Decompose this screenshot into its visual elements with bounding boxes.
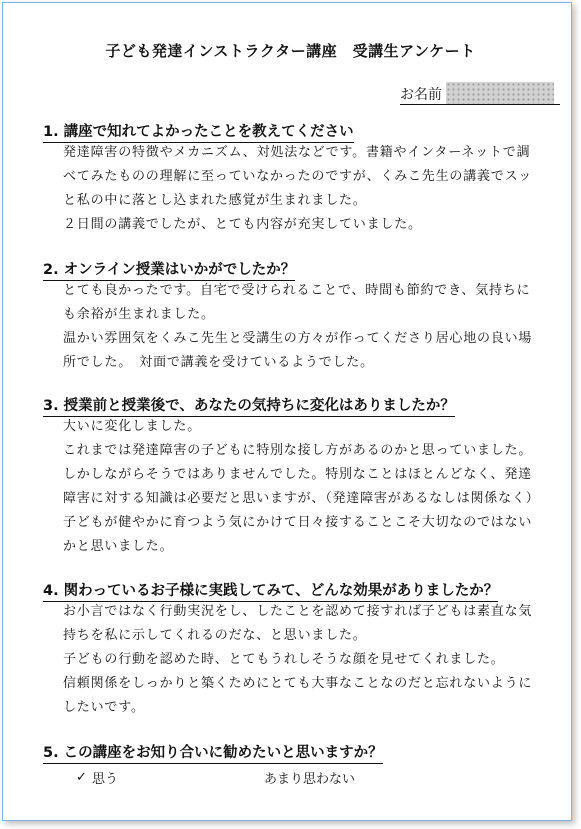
- answer-5-options: [76, 768, 355, 787]
- answer-paragraph: 温かい雰囲気をくみこ先生と受講生の方々が作ってくださり居心地の良い場所でした。 対面で講義を受けているようでした。: [63, 331, 533, 370]
- document-title: 子ども発達インストラクター講座 受講生アンケート: [105, 42, 476, 60]
- answer-paragraph: これまでは発達障害の子どもに特別な接し方があるのかと思っていました。しかしながらそうではありませんでした。特別なことはほとんどなく、発達障害に対する知識は必要だと思いますが、（発達障害があるなしは関係なく）子どもが健やかに育つよう気にかけて日々接することこそ大切なのではないかと思いました。: [63, 443, 540, 554]
- answer-2: [63, 279, 541, 375]
- answer-1: [63, 141, 541, 237]
- question-2-heading: 2. オンライン授業はいかがでしたか？: [43, 258, 295, 281]
- question-3-heading: 3. 授業前と授業後で、あなたの気持ちに変化はありましたか？: [43, 394, 455, 417]
- name-field: [400, 82, 554, 104]
- name-underline: [400, 104, 560, 105]
- checkmark-icon: ✓: [76, 770, 87, 785]
- answer-paragraph: 発達障害の特徴やメカニズム、対処法などです。書籍やインターネットで調べてみたものの理解に至っていなかったのですが、くみこ先生の講義でスッと私の中に落とし込まれた感覚が生まれました。: [63, 145, 533, 208]
- question-1-heading: 1. 講座で知れてよかったことを教えてください: [43, 120, 354, 143]
- answer-paragraph: 大いに変化しました。: [63, 419, 202, 434]
- option-yes: [76, 768, 118, 787]
- question-4-heading: 4. 関わっているお子様に実践してみて、どんな効果がありましたか？: [43, 579, 498, 602]
- answer-paragraph: 子どもの行動を認めた時、とてもうれしそうな顔を見せてくれました。: [63, 652, 505, 667]
- answer-3: [63, 415, 541, 559]
- redacted-name: [446, 82, 554, 104]
- option-no: [264, 768, 355, 787]
- option-no-label: あまり思わない: [264, 772, 356, 787]
- answer-paragraph: とても良かったです。自宅で受けられることで、時間も節約でき、気持ちにも余裕が生まれました。: [63, 283, 531, 322]
- option-yes-label: 思う: [92, 772, 119, 787]
- answer-paragraph: 信頼関係をしっかりと築くためにとても大事なことなのだと忘れないようにしたいです。: [63, 676, 533, 715]
- answer-4: [63, 600, 541, 720]
- question-5-heading: 5. この講座をお知り合いに勧めたいと思いますか？: [43, 741, 383, 764]
- answer-paragraph: お小言ではなく行動実況をし、したことを認めて接すれば子どもは素直な気持ちを私に示してくれるのだな、と思いました。: [63, 604, 533, 643]
- answer-paragraph: ２日間の講義でしたが、とても内容が充実していました。: [63, 217, 422, 232]
- name-label: お名前: [400, 87, 442, 103]
